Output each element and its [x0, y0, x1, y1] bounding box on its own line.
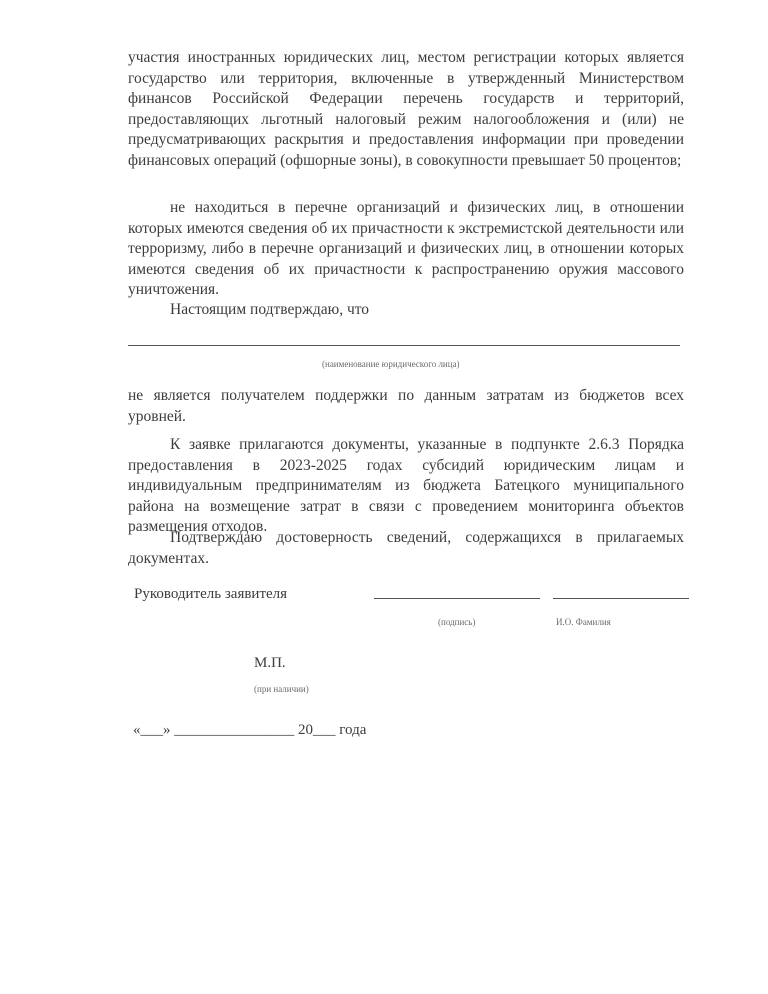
signature-line — [374, 598, 540, 599]
paragraph-text: не является получателем поддержки по данным затратам из бюджетов всех уровней. — [128, 387, 684, 425]
name-caption: И.О. Фамилия — [556, 617, 611, 627]
date-year-blank: ___ — [313, 722, 336, 738]
paragraph-text: К заявке прилагаются документы, указанные в подпункте 2.6.3 Порядка предоставления в 2023-2025 годах субсидий юридическим лицам и индивидуальным предпринимателям из бюджета Батецкого муниципального района на возмещение затрат в связи с проведением мониторинга объектов размещения отходов. — [128, 436, 684, 535]
date-month-blank: ________________ — [174, 722, 295, 738]
date-day-blank: ___ — [140, 722, 163, 738]
entity-name-caption: (наименование юридического лица) — [322, 359, 460, 369]
date-close-quote: » — [163, 722, 171, 738]
paragraph-support — [128, 386, 684, 427]
entity-name-line — [128, 345, 680, 346]
date-open-quote: « — [133, 722, 141, 738]
paragraph-attachments — [128, 435, 684, 538]
date-suffix: года — [339, 722, 367, 738]
head-of-applicant-label: Руководитель заявителя — [134, 586, 288, 602]
paragraph-offshore — [128, 48, 684, 171]
paragraph-extremism — [128, 198, 684, 301]
paragraph-text: Подтверждаю достоверность сведений, содержащихся в прилагаемых документах. — [128, 529, 684, 567]
paragraph-text: участия иностранных юридических лиц, местом регистрации которых является государство или территория, включенные в утвержденный Министерством финансов Российской Федерации перечень государств и территорий, предоставляющих льготный налоговый режим налогообложения и (или) не предусматривающих раскрытия и предоставления информации при проведении финансовых операций (офшорные зоны), в совокупности превышает 50 процентов; — [128, 49, 684, 169]
seal-caption: (при наличии) — [254, 684, 309, 694]
paragraph-text: не находиться в перечне организаций и физических лиц, в отношении которых имеются сведения об их причастности к экстремистской деятельности или терроризму, либо в перечне организаций и физических лиц, в отношении которых имеются сведения об их причастности к распространению оружия массового уничтожения. — [128, 199, 684, 298]
date-year-prefix: 20 — [298, 722, 313, 738]
paragraph-confirm-accuracy — [128, 528, 684, 569]
date-line — [133, 722, 366, 739]
signature-caption: (подпись) — [438, 617, 476, 627]
confirm-statement: Настоящим подтверждаю, что — [170, 301, 370, 318]
seal-label: М.П. — [254, 655, 286, 671]
name-line — [553, 598, 689, 599]
